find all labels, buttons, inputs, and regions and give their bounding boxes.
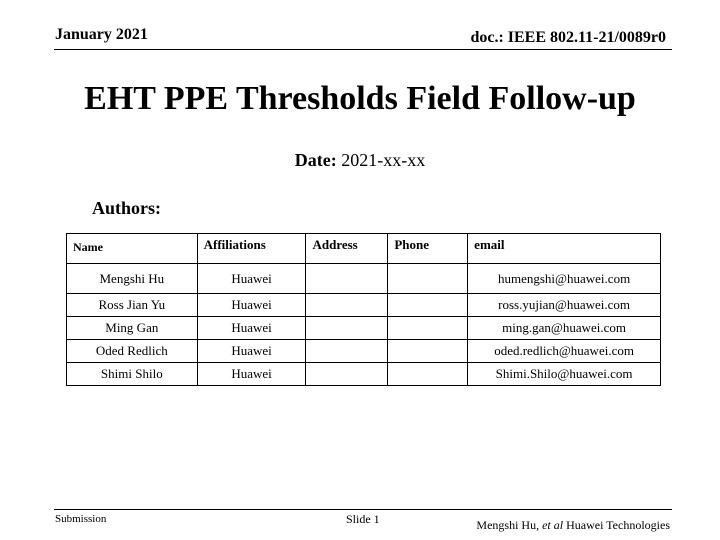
footer-divider <box>54 509 672 510</box>
date-value: 2021-xx-xx <box>341 150 426 170</box>
header-doc-id: doc.: IEEE 802.11-21/0089r0 <box>470 29 666 46</box>
cell-address <box>306 264 388 294</box>
cell-email: Shimi.Shilo@huawei.com <box>468 363 661 386</box>
footer-etal: et al <box>542 518 564 532</box>
table-row <box>67 294 661 317</box>
footer-submission: Submission <box>55 513 107 525</box>
col-header-email: email <box>468 234 661 264</box>
cell-address <box>306 294 388 317</box>
footer-author: Mengshi Hu, <box>476 518 540 532</box>
table-header-row <box>67 234 661 264</box>
authors-label: Authors: <box>92 198 162 218</box>
cell-phone <box>388 363 468 386</box>
col-header-affiliations: Affiliations <box>197 234 306 264</box>
col-header-address: Address <box>306 234 388 264</box>
slide-title: EHT PPE Thresholds Field Follow-up <box>84 80 636 117</box>
col-header-name: Name <box>67 234 198 264</box>
footer-author-line <box>476 518 670 533</box>
cell-name: Ross Jian Yu <box>67 294 198 317</box>
cell-email: ming.gan@huawei.com <box>468 317 661 340</box>
date-line <box>0 150 720 171</box>
cell-email: oded.redlich@huawei.com <box>468 340 661 363</box>
cell-address <box>306 363 388 386</box>
cell-name: Ming Gan <box>67 317 198 340</box>
cell-phone <box>388 317 468 340</box>
cell-name: Oded Redlich <box>67 340 198 363</box>
cell-name: Mengshi Hu <box>67 264 198 294</box>
footer-slide-number: Slide 1 <box>346 512 380 526</box>
cell-affiliation: Huawei <box>197 294 306 317</box>
authors-table <box>66 233 661 386</box>
table-row <box>67 340 661 363</box>
cell-name: Shimi Shilo <box>67 363 198 386</box>
cell-email: ross.yujian@huawei.com <box>468 294 661 317</box>
cell-phone <box>388 264 468 294</box>
footer-org: Huawei Technologies <box>566 518 670 532</box>
table-row <box>67 363 661 386</box>
cell-address <box>306 317 388 340</box>
cell-affiliation: Huawei <box>197 340 306 363</box>
cell-affiliation: Huawei <box>197 264 306 294</box>
header-divider <box>54 49 672 50</box>
date-label: Date: <box>294 150 337 170</box>
cell-address <box>306 340 388 363</box>
table-row <box>67 317 661 340</box>
col-header-phone: Phone <box>388 234 468 264</box>
cell-affiliation: Huawei <box>197 363 306 386</box>
cell-email: humengshi@huawei.com <box>468 264 661 294</box>
cell-phone <box>388 294 468 317</box>
cell-phone <box>388 340 468 363</box>
header-date: January 2021 <box>55 26 148 43</box>
cell-affiliation: Huawei <box>197 317 306 340</box>
table-row <box>67 264 661 294</box>
